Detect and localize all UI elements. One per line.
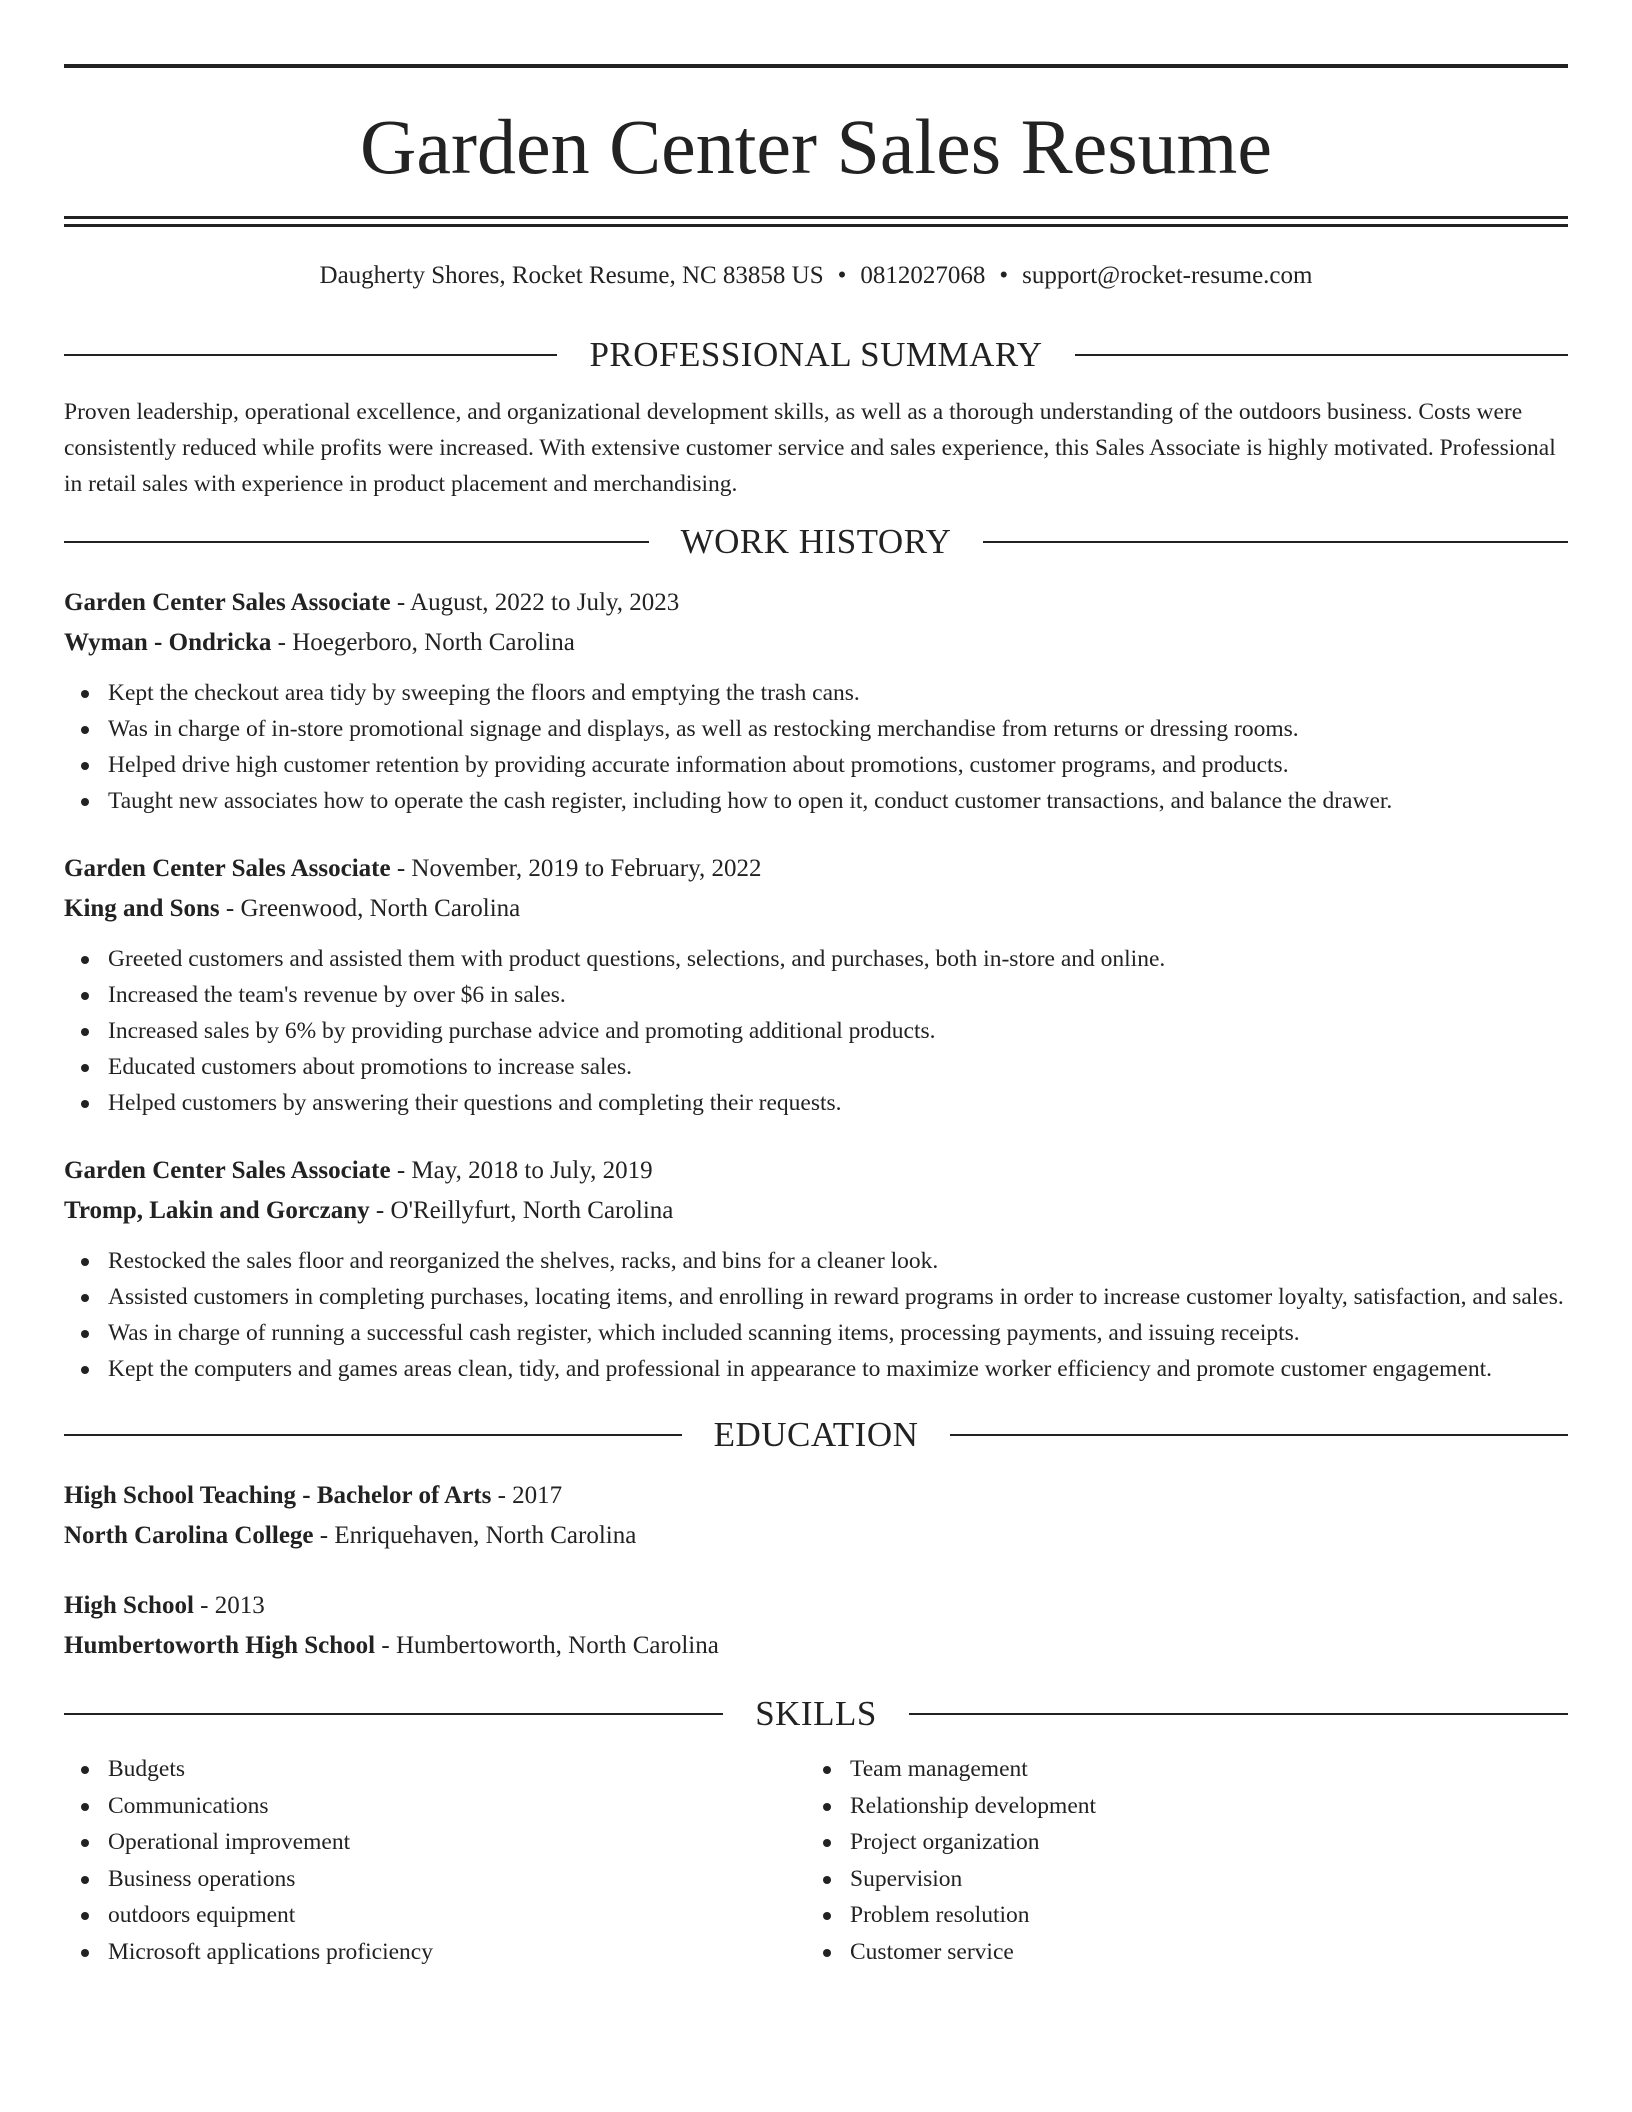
summary-heading-label: PROFESSIONAL SUMMARY bbox=[589, 335, 1043, 374]
heading-rule bbox=[983, 541, 1568, 543]
summary-text: Proven leadership, operational excellence, and organizational development skills, as well as a thorough understanding of the outdoors business. Costs were consistently reduced while profits were increased. With extensive customer service and sales experience, this Sales Associate is highly motivated. Professional in retail sales with experience in product placement and merchandising. bbox=[64, 399, 1556, 497]
skills-list-right bbox=[806, 1751, 1548, 1970]
contact-phone: 0812027068 bbox=[860, 262, 986, 289]
skill-item: Customer service bbox=[850, 1934, 1548, 1971]
heading-rule bbox=[64, 354, 557, 356]
list-item: Helped drive high customer retention by providing accurate information about promotions, customer programs, and products. bbox=[108, 747, 1568, 783]
heading-rule bbox=[1075, 354, 1568, 356]
job-entry bbox=[64, 583, 1568, 819]
skill-item: Problem resolution bbox=[850, 1897, 1548, 1934]
education-year: - 2013 bbox=[193, 1592, 265, 1619]
resume-title: Garden Center Sales Resume bbox=[360, 103, 1272, 190]
list-item: Kept the checkout area tidy by sweeping the floors and emptying the trash cans. bbox=[108, 675, 1568, 711]
education-entry bbox=[64, 1476, 1568, 1556]
job-dates: - May, 2018 to July, 2019 bbox=[390, 1157, 653, 1184]
education-school: North Carolina College bbox=[64, 1522, 314, 1549]
skills-heading bbox=[64, 1696, 1568, 1731]
job-duties-list bbox=[64, 1243, 1568, 1387]
job-title: Garden Center Sales Associate bbox=[64, 589, 391, 616]
job-location: - O'Reillyfurt, North Carolina bbox=[369, 1197, 674, 1224]
contact-address: Daugherty Shores, Rocket Resume, NC 83858 US bbox=[319, 262, 824, 289]
education-location: - Humbertoworth, North Carolina bbox=[375, 1632, 719, 1659]
skill-item: Microsoft applications proficiency bbox=[108, 1934, 806, 1971]
education-entry bbox=[64, 1586, 1568, 1666]
list-item: Increased sales by 6% by providing purchase advice and promoting additional products. bbox=[108, 1013, 1568, 1049]
job-entry bbox=[64, 849, 1568, 1121]
education-heading-label: EDUCATION bbox=[713, 1415, 919, 1454]
education-degree-line bbox=[64, 1476, 1568, 1516]
job-title-line bbox=[64, 583, 1568, 623]
job-company-line bbox=[64, 623, 1568, 663]
education-degree: High School Teaching - Bachelor of Arts bbox=[64, 1482, 492, 1509]
education-school-line bbox=[64, 1516, 1568, 1556]
skill-item: Operational improvement bbox=[108, 1824, 806, 1861]
job-company-line bbox=[64, 889, 1568, 929]
skill-item: Communications bbox=[108, 1788, 806, 1825]
job-dates: - November, 2019 to February, 2022 bbox=[390, 855, 762, 882]
heading-rule bbox=[64, 1713, 723, 1715]
education-degree: High School bbox=[64, 1592, 194, 1619]
job-duties-list bbox=[64, 675, 1568, 819]
skill-item: Budgets bbox=[108, 1751, 806, 1788]
skill-item: Team management bbox=[850, 1751, 1548, 1788]
job-entry bbox=[64, 1151, 1568, 1387]
job-location: - Greenwood, North Carolina bbox=[219, 895, 521, 922]
list-item: Taught new associates how to operate the cash register, including how to open it, conduct customer transactions, and balance the drawer. bbox=[108, 783, 1568, 819]
skill-item: Supervision bbox=[850, 1861, 1548, 1898]
skill-item: Business operations bbox=[108, 1861, 806, 1898]
contact-separator: • bbox=[999, 262, 1009, 289]
job-location: - Hoegerboro, North Carolina bbox=[271, 629, 575, 656]
job-title-line bbox=[64, 1151, 1568, 1191]
list-item: Increased the team's revenue by over $6 in sales. bbox=[108, 977, 1568, 1013]
list-item: Greeted customers and assisted them with product questions, selections, and purchases, both in-store and online. bbox=[108, 941, 1568, 977]
job-title: Garden Center Sales Associate bbox=[64, 1157, 391, 1184]
list-item: Educated customers about promotions to increase sales. bbox=[108, 1049, 1568, 1085]
list-item: Helped customers by answering their questions and completing their requests. bbox=[108, 1085, 1568, 1121]
heading-rule bbox=[950, 1434, 1568, 1436]
list-item: Kept the computers and games areas clean, tidy, and professional in appearance to maximize worker efficiency and promote customer engagement. bbox=[108, 1351, 1568, 1387]
skills-columns bbox=[64, 1751, 1568, 1970]
summary-heading bbox=[64, 337, 1568, 372]
top-rule bbox=[64, 64, 1568, 68]
skill-item: outdoors equipment bbox=[108, 1897, 806, 1934]
education-location: - Enriquehaven, North Carolina bbox=[313, 1522, 637, 1549]
job-title-line bbox=[64, 849, 1568, 889]
skill-item: Relationship development bbox=[850, 1788, 1548, 1825]
job-duties-list bbox=[64, 941, 1568, 1121]
list-item: Was in charge of in-store promotional signage and displays, as well as restocking merchandise from returns or dressing rooms. bbox=[108, 711, 1568, 747]
skills-heading-label: SKILLS bbox=[755, 1694, 877, 1733]
skills-list-left bbox=[64, 1751, 806, 1970]
title-double-rule bbox=[64, 216, 1568, 227]
work-history-heading-label: WORK HISTORY bbox=[680, 522, 952, 561]
education-heading bbox=[64, 1417, 1568, 1452]
work-history-heading bbox=[64, 524, 1568, 559]
job-dates: - August, 2022 to July, 2023 bbox=[390, 589, 680, 616]
job-company: Tromp, Lakin and Gorczany bbox=[64, 1197, 370, 1224]
contact-line bbox=[64, 261, 1568, 291]
list-item: Assisted customers in completing purchases, locating items, and enrolling in reward programs in order to increase customer loyalty, satisfaction, and sales. bbox=[108, 1279, 1568, 1315]
education-year: - 2017 bbox=[491, 1482, 563, 1509]
list-item: Restocked the sales floor and reorganized the shelves, racks, and bins for a cleaner look. bbox=[108, 1243, 1568, 1279]
heading-rule bbox=[909, 1713, 1568, 1715]
education-degree-line bbox=[64, 1586, 1568, 1626]
job-company: Wyman - Ondricka bbox=[64, 629, 272, 656]
heading-rule bbox=[64, 541, 649, 543]
contact-separator: • bbox=[837, 262, 847, 289]
education-school-line bbox=[64, 1626, 1568, 1666]
education-school: Humbertoworth High School bbox=[64, 1632, 376, 1659]
job-company: King and Sons bbox=[64, 895, 220, 922]
list-item: Was in charge of running a successful cash register, which included scanning items, processing payments, and issuing receipts. bbox=[108, 1315, 1568, 1351]
heading-rule bbox=[64, 1434, 682, 1436]
job-title: Garden Center Sales Associate bbox=[64, 855, 391, 882]
job-company-line bbox=[64, 1191, 1568, 1231]
contact-email: support@rocket-resume.com bbox=[1022, 262, 1313, 289]
skill-item: Project organization bbox=[850, 1824, 1548, 1861]
